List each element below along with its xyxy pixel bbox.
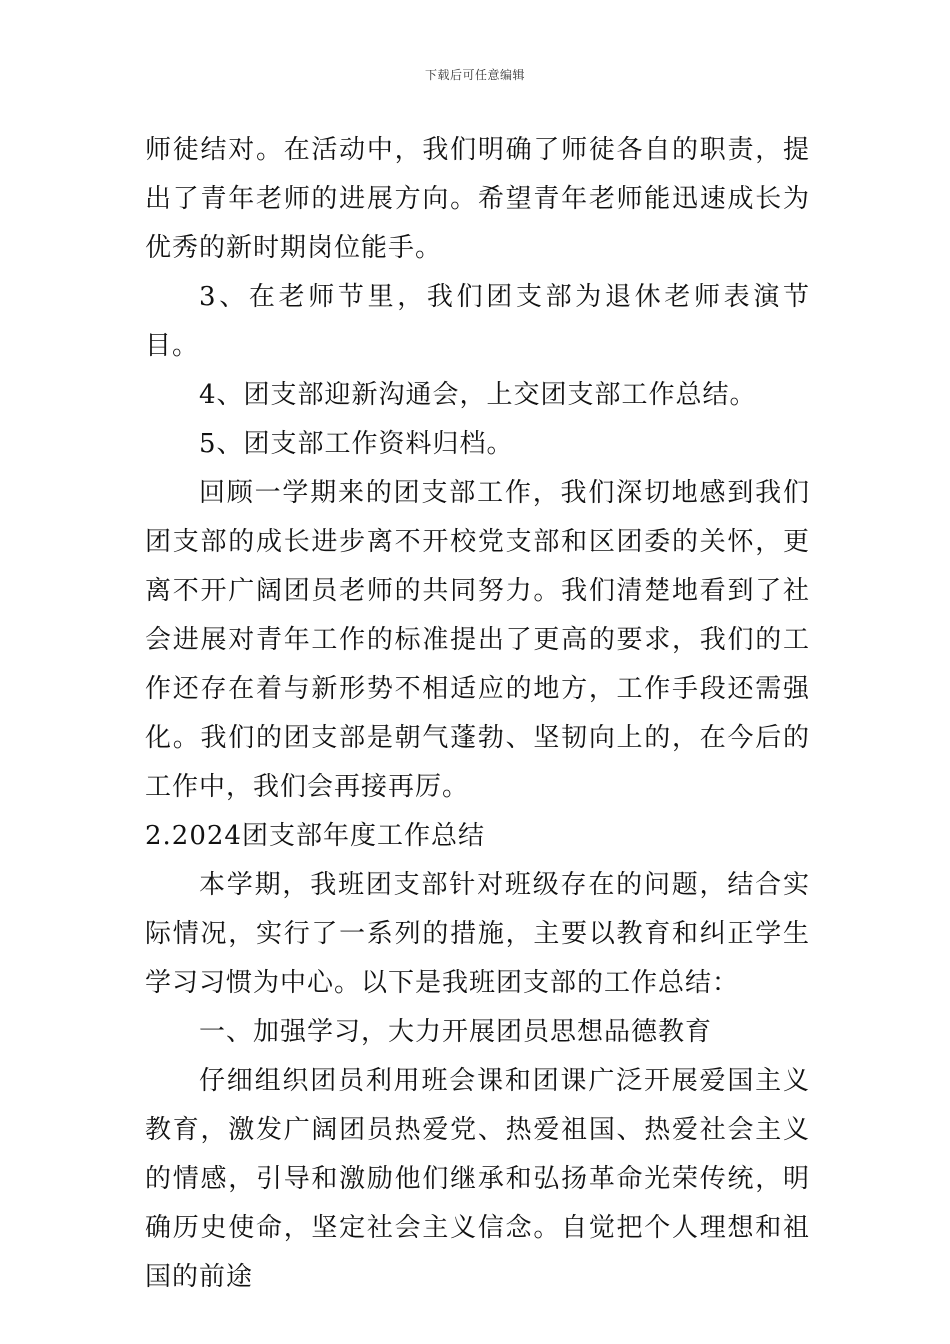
- list-item-3-teachers-day: 3、在老师节里，我们团支部为退休老师表演节目。: [145, 282, 810, 361]
- list-item-4-welcome-meeting: 4、团支部迎新沟通会，上交团支部工作总结。: [199, 380, 757, 410]
- header-note: 下载后可任意编辑: [424, 68, 525, 82]
- list-item-5-archiving: 5、团支部工作资料归档。: [199, 429, 514, 459]
- subheading-study-education: 一、加强学习，大力开展团员思想品德教育: [199, 1017, 713, 1047]
- paragraph-intro: 本学期，我班团支部针对班级存在的问题，结合实际情况，实行了一系列的措施，主要以教育和纠正学生学习习惯为中心。以下是我班团支部的工作总结：: [145, 870, 810, 998]
- section-heading: 2.2024团支部年度工作总结: [145, 821, 485, 851]
- paragraph-patriotic-education: 仔细组织团员利用班会课和团课广泛开展爱国主义教育，激发广阔团员热爱党、热爱祖国、热爱社会主义的情感，引导和激励他们继承和弘扬革命光荣传统，明确历史使命，坚定社会主义信念。自觉把个人理想和祖国的前途: [145, 1066, 810, 1292]
- paragraph-review: 回顾一学期来的团支部工作，我们深切地感到我们团支部的成长进步离不开校党支部和区团委的关怀，更离不开广阔团员老师的共同努力。我们清楚地看到了社会进展对青年工作的标准提出了更高的要求，我们的工作还存在着与新形势不相适应的地方，工作手段还需强化。我们的团支部是朝气蓬勃、坚韧向上的，在今后的工作中，我们会再接再厉。: [145, 478, 810, 802]
- paragraph-mentoring-result: 师徒结对。在活动中，我们明确了师徒各自的职责，提出了青年老师的进展方向。希望青年老师能迅速成长为优秀的新时期岗位能手。: [145, 135, 810, 263]
- document-body: [145, 126, 810, 1302]
